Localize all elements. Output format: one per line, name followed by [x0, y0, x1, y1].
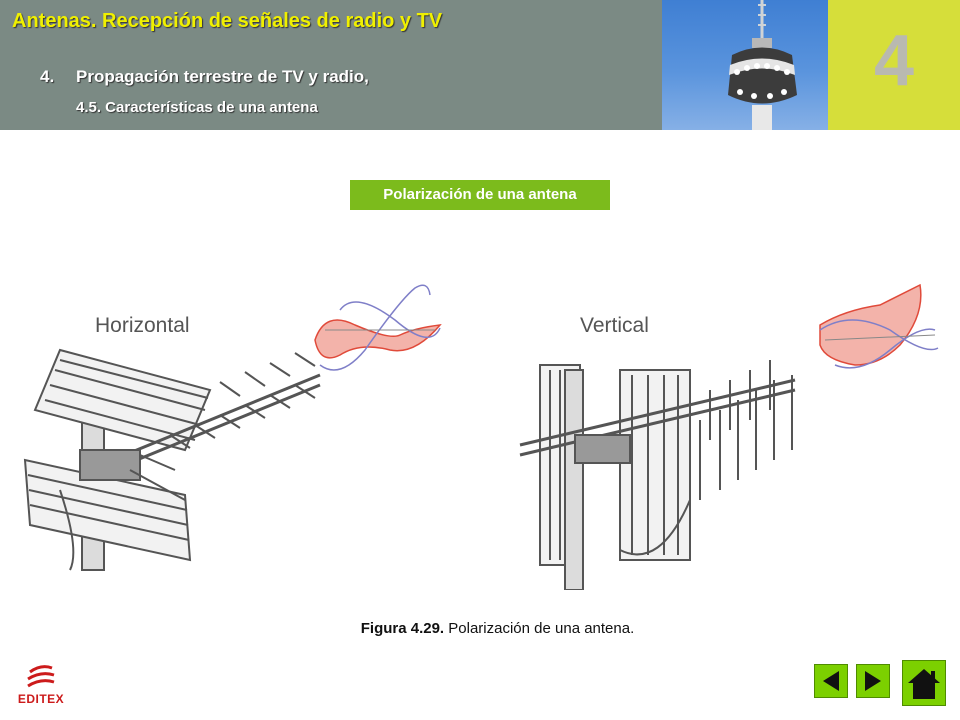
chapter-number: 4 — [873, 21, 915, 101]
editex-emblem-icon — [10, 664, 72, 694]
triangle-left-icon — [815, 665, 847, 697]
horizontal-wave-icon — [315, 285, 440, 370]
header-bar — [0, 0, 662, 130]
chapter-box — [828, 0, 960, 130]
logo-text: EDITEX — [17, 692, 65, 706]
label-vertical: Vertical — [580, 314, 649, 337]
antenna-illustration — [20, 270, 950, 590]
section-badge: Polarización de una antena — [350, 180, 610, 210]
section-title: Propagación terrestre de TV y radio, — [76, 67, 369, 86]
prev-button[interactable] — [814, 664, 848, 698]
horizontal-antenna-icon — [25, 350, 320, 570]
next-button[interactable] — [856, 664, 890, 698]
antenna-figure — [20, 270, 950, 590]
vertical-wave-icon — [820, 285, 938, 368]
label-horizontal: Horizontal — [95, 314, 190, 337]
vertical-antenna-icon — [520, 360, 795, 590]
home-button[interactable] — [902, 660, 946, 706]
tv-tower-image — [662, 0, 828, 130]
caption-text: Polarización de una antena. — [444, 620, 635, 637]
editex-logo — [10, 664, 72, 710]
caption-label: Figura 4.29. — [360, 620, 445, 637]
page-title: Antenas. Recepción de señales de radio y TV — [12, 10, 443, 32]
section-heading — [40, 67, 369, 87]
figure-caption — [0, 620, 960, 637]
tower-photo — [662, 0, 828, 130]
section-number: 4. — [40, 67, 55, 86]
triangle-right-icon — [857, 665, 889, 697]
house-icon — [903, 661, 945, 705]
subsection-heading: 4.5. Características de una antena — [76, 99, 318, 116]
